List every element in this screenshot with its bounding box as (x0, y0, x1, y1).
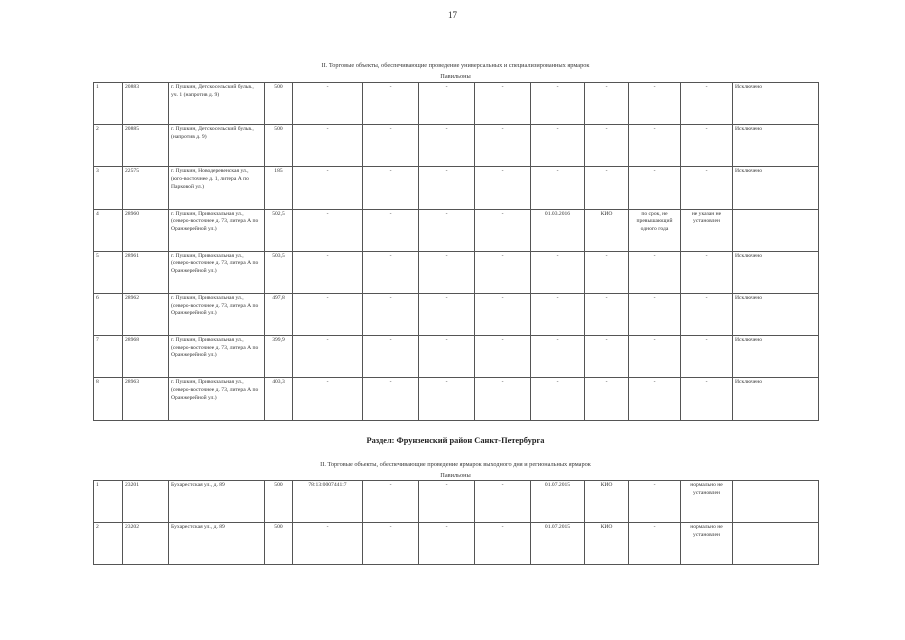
table-cell: - (681, 378, 733, 420)
table-row (94, 378, 819, 420)
table-row (94, 293, 819, 335)
table-cell: - (585, 167, 629, 209)
table-cell: - (629, 336, 681, 378)
table-cell: - (293, 83, 363, 125)
table-cell: - (475, 83, 531, 125)
table-cell: - (293, 167, 363, 209)
table-cell: г. Пушкин, Привокзальная ул., (северо-восточнее д. 73, литера А по Оранжерейной ул.) (169, 251, 265, 293)
table-cell: 500 (265, 83, 293, 125)
table-cell: 399,9 (265, 336, 293, 378)
table-cell: - (629, 378, 681, 420)
table-cell: - (363, 209, 419, 251)
table-cell: 22575 (123, 167, 169, 209)
table-cell: - (681, 251, 733, 293)
table-cell: - (629, 293, 681, 335)
section-heading: Раздел: Фрунзенский район Санкт-Петербурга (366, 436, 545, 445)
table-cell: 185 (265, 167, 293, 209)
table-cell: - (363, 293, 419, 335)
table-cell: - (475, 251, 531, 293)
table-cell: - (475, 293, 531, 335)
table-cell: 01.03.2016 (531, 209, 585, 251)
table-cell: - (681, 125, 733, 167)
table-cell: г. Пушкин, Привокзальная ул., (северо-восточнее д. 73, литера А по Оранжерейной ул.) (169, 293, 265, 335)
page-number: 17 (448, 10, 457, 20)
table-cell: 503,5 (265, 251, 293, 293)
table-cell: 20885 (123, 125, 169, 167)
table-cell: 28962 (123, 293, 169, 335)
table-cell: 497,8 (265, 293, 293, 335)
table-cell: 23202 (123, 523, 169, 565)
table-cell: 23201 (123, 481, 169, 523)
table-cell: - (585, 378, 629, 420)
table-cell: 78:13:0007441:7 (293, 481, 363, 523)
table-cell: - (475, 378, 531, 420)
table-cell: Исключено (733, 83, 819, 125)
table-cell (733, 523, 819, 565)
table-cell: - (419, 125, 475, 167)
table-cell: - (363, 378, 419, 420)
caption-1: II. Торговые объекты, обеспечивающие проведение универсальных и специализированных ярмарок (321, 62, 590, 69)
table-cell: - (531, 378, 585, 420)
table-cell: - (531, 83, 585, 125)
table-cell: 2 (94, 125, 123, 167)
subcaption-1: Павильоны (440, 73, 471, 80)
table-cell: - (629, 251, 681, 293)
table-cell: - (585, 83, 629, 125)
table-cell: не указан не установлен (681, 209, 733, 251)
table-cell: - (585, 293, 629, 335)
table-cell: - (363, 83, 419, 125)
table-row (94, 336, 819, 378)
table-cell: 28968 (123, 336, 169, 378)
table-cell: 01.07.2015 (531, 523, 585, 565)
table-cell: - (531, 125, 585, 167)
table-cell: 28963 (123, 378, 169, 420)
table-cell: - (475, 209, 531, 251)
table-cell: 6 (94, 293, 123, 335)
table-row (94, 523, 819, 565)
table-cell: 01.07.2015 (531, 481, 585, 523)
table-cell: КИО (585, 481, 629, 523)
table-cell: - (629, 167, 681, 209)
table-cell: - (419, 336, 475, 378)
table-cell: - (419, 523, 475, 565)
table-1 (93, 82, 819, 421)
table-cell: 20883 (123, 83, 169, 125)
table-cell: Исключено (733, 378, 819, 420)
table-cell: - (475, 336, 531, 378)
table-cell: КИО (585, 209, 629, 251)
table-cell: - (681, 167, 733, 209)
table-cell: - (585, 336, 629, 378)
table-cell: - (585, 251, 629, 293)
table-row (94, 251, 819, 293)
table-cell: - (585, 125, 629, 167)
table-row (94, 167, 819, 209)
table-row (94, 125, 819, 167)
table-cell: - (293, 209, 363, 251)
table-cell: - (293, 125, 363, 167)
table-cell: 500 (265, 523, 293, 565)
table-cell: - (293, 293, 363, 335)
table-cell: 2 (94, 523, 123, 565)
table-cell: Исключено (733, 336, 819, 378)
table-cell: по срок, не превышающий одного года (629, 209, 681, 251)
table-cell: Исключено (733, 293, 819, 335)
table-cell: - (293, 251, 363, 293)
table-cell: - (363, 523, 419, 565)
table-cell: - (419, 481, 475, 523)
table-cell: г. Пушкин, Новодеревенская ул., (юго-восточнее д. 1, литера А по Парковой ул.) (169, 167, 265, 209)
table-2 (93, 480, 819, 565)
table-cell: - (363, 125, 419, 167)
table-cell: 8 (94, 378, 123, 420)
table-cell: 4 (94, 209, 123, 251)
table-cell: - (681, 336, 733, 378)
table-cell: - (629, 523, 681, 565)
table-cell: 7 (94, 336, 123, 378)
table-cell: 502,5 (265, 209, 293, 251)
table-cell: Бухарестская ул., д. 89 (169, 523, 265, 565)
table-cell: - (531, 293, 585, 335)
table-cell: - (293, 378, 363, 420)
table-cell: 28961 (123, 251, 169, 293)
table-cell: КИО (585, 523, 629, 565)
table-cell: - (419, 251, 475, 293)
table-cell: - (681, 83, 733, 125)
table-cell: - (629, 83, 681, 125)
table-cell: - (531, 251, 585, 293)
table-cell: Исключено (733, 251, 819, 293)
table-cell: 28960 (123, 209, 169, 251)
table-cell: 500 (265, 481, 293, 523)
table-cell: - (293, 523, 363, 565)
subcaption-2: Павильоны (440, 472, 471, 479)
table-row (94, 83, 819, 125)
table-cell (733, 481, 819, 523)
table-cell: г. Пушкин, Детскосельский бульв., уч. 1 (напротив д. 9) (169, 83, 265, 125)
table-cell: - (475, 167, 531, 209)
table-cell: г. Пушкин, Детскосельский бульв., (напротив д. 9) (169, 125, 265, 167)
caption-2: II. Торговые объекты, обеспечивающие проведение ярмарок выходного дня и региональных ярмарок (320, 461, 591, 468)
table-cell: - (531, 167, 585, 209)
table-row (94, 481, 819, 523)
table-cell: - (629, 125, 681, 167)
table-cell: - (419, 167, 475, 209)
table-cell: - (363, 251, 419, 293)
table-cell: Исключено (733, 125, 819, 167)
table-cell: нормально не установлен (681, 481, 733, 523)
table-cell: Исключено (733, 167, 819, 209)
table-cell: - (475, 481, 531, 523)
table-cell: - (419, 293, 475, 335)
table-cell: г. Пушкин, Привокзальная ул., (северо-восточнее д. 73, литера А по Оранжерейной ул.) (169, 378, 265, 420)
table-cell: 500 (265, 125, 293, 167)
table-cell: нормально не установлен (681, 523, 733, 565)
table-cell: г. Пушкин, Привокзальная ул., (северо-восточнее д. 73, литера А по Оранжерейной ул.) (169, 336, 265, 378)
table-cell: 3 (94, 167, 123, 209)
table-cell: - (419, 83, 475, 125)
table-cell: - (681, 293, 733, 335)
table-cell: - (475, 523, 531, 565)
table-cell: - (363, 481, 419, 523)
table-cell: 403,3 (265, 378, 293, 420)
table-cell: - (531, 336, 585, 378)
table-cell: 5 (94, 251, 123, 293)
table-cell: - (629, 481, 681, 523)
table-cell (733, 209, 819, 251)
table-cell: г. Пушкин, Привокзальная ул., (северо-восточнее д. 73, литера А по Оранжерейной ул.) (169, 209, 265, 251)
table-cell: - (419, 378, 475, 420)
table-row (94, 209, 819, 251)
table-cell: - (419, 209, 475, 251)
table-cell: 1 (94, 481, 123, 523)
table-cell: - (363, 336, 419, 378)
table-cell: - (363, 167, 419, 209)
table-cell: Бухарестская ул., д. 89 (169, 481, 265, 523)
table-cell: - (293, 336, 363, 378)
table-cell: - (475, 125, 531, 167)
table-cell: 1 (94, 83, 123, 125)
